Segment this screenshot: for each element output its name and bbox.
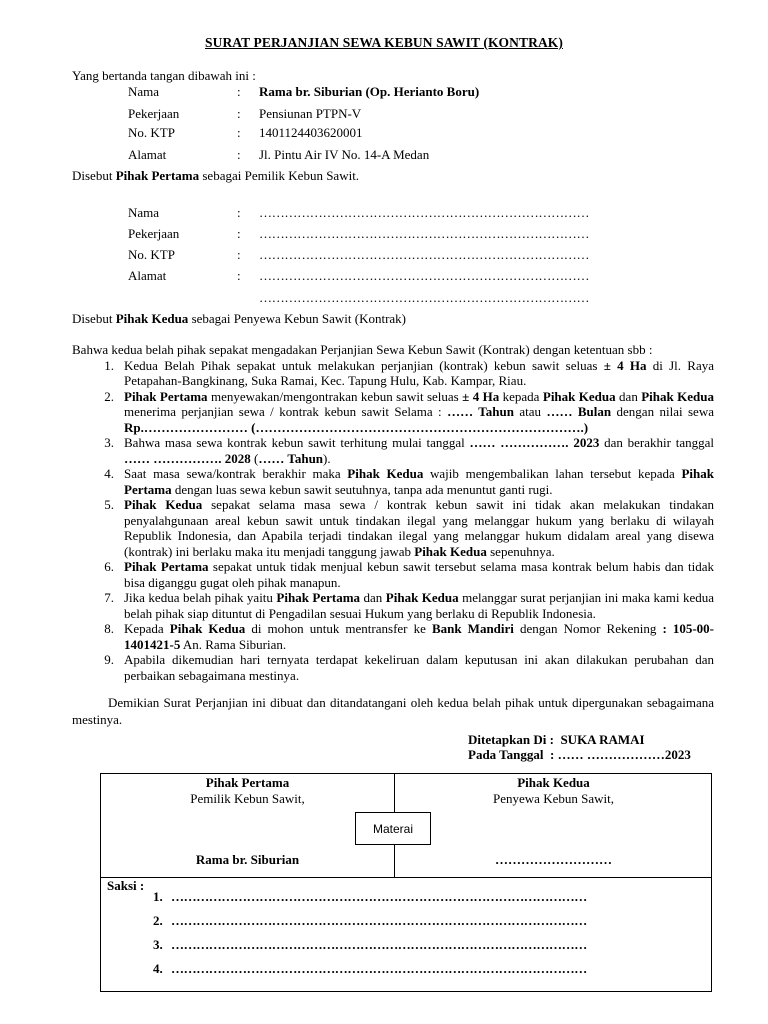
party2-ktp-label: No. KTP bbox=[128, 247, 175, 262]
witness-number: 2. bbox=[153, 913, 163, 928]
party1-address-value: Jl. Pintu Air IV No. 14-A Medan bbox=[259, 147, 430, 162]
party1-address-colon: : bbox=[237, 147, 241, 162]
date-label: Pada Tanggal bbox=[468, 747, 544, 762]
party2-address-label: Alamat bbox=[128, 268, 167, 283]
term-number: 5. bbox=[104, 497, 114, 512]
party2-description: Disebut Pihak Kedua sebagai Penyewa Kebun Sawit (Kontrak) bbox=[72, 311, 406, 326]
date-value: : …… ………………2023 bbox=[550, 747, 691, 762]
first-party-name: Rama br. Siburian bbox=[195, 852, 300, 867]
second-party-subtitle: Penyewa Kebun Sawit, bbox=[493, 791, 614, 806]
party1-name-value: Rama br. Siburian (Op. Herianto Boru) bbox=[259, 84, 480, 99]
term-text: Pihak Kedua sepakat selama masa sewa / kontrak kebun sawit ini tidak akan melakukan tindakan penyalahgunaan areal kebun sawit untuk tindakan ilegal yang melanggar hukum yang berlaku di wilayah Republik Indonesia, dan Apabila terjadi tindakan ilegal yang melanggar hukum didalam areal yang disewa (kontrak) ini berlaku maka itu menjadi tanggung jawab Pihak Kedua sepenuhnya. bbox=[124, 497, 714, 559]
party1-job-value: Pensiunan PTPN-V bbox=[259, 106, 362, 121]
witness-signature-line: ……………………………………………………………………………………… bbox=[171, 937, 587, 952]
party1-ktp-value: 1401124403620001 bbox=[259, 125, 363, 140]
witness-signature-line: ……………………………………………………………………………………… bbox=[171, 913, 587, 928]
date-row bbox=[468, 747, 691, 763]
first-party-subtitle: Pemilik Kebun Sawit, bbox=[190, 791, 305, 806]
term-item bbox=[72, 435, 714, 466]
party2-job-label: Pekerjaan bbox=[128, 226, 180, 241]
term-number: 1. bbox=[104, 357, 114, 373]
term-text: Pihak Pertama sepakat untuk tidak menjual kebun sawit tersebut selama masa kontrak belum habis dan tidak bisa diganggu gugat oleh pihak manapun. bbox=[124, 559, 714, 590]
term-text: Kedua Belah Pihak sepakat untuk melakukan perjanjian (kontrak) kebun sawit seluas ± 4 Ha di Jl. Raya Petapahan-Bangkinang, Suka Ramai, Kec. Tapung Hulu, Kab. Kampar, Riau. bbox=[124, 357, 714, 388]
witness-number: 4. bbox=[153, 961, 163, 976]
term-number: 4. bbox=[104, 466, 114, 481]
term-item bbox=[72, 559, 714, 590]
party2-name-label: Nama bbox=[128, 205, 160, 220]
term-number: 9. bbox=[104, 652, 114, 667]
party1-job-label: Pekerjaan bbox=[128, 106, 180, 121]
closing-paragraph: Demikian Surat Perjanjian ini dibuat dan ditandatangani oleh kedua belah pihak untuk dipergunakan sebagaimana mestinya. bbox=[72, 695, 714, 727]
intro-text: Yang bertanda tangan dibawah ini : bbox=[72, 68, 256, 83]
party1-ktp-colon: : bbox=[237, 125, 241, 140]
term-text: Pihak Pertama menyewakan/mengontrakan kebun sawit seluas ± 4 Ha kepada Pihak Kedua dan Pihak Kedua menerima perjanjian sewa / kontrak kebun sawit Selama : …… Tahun atau …… Bulan dengan nilai sewa Rp.…………………… (………………………………………………………………….) bbox=[124, 388, 714, 435]
term-item bbox=[72, 358, 714, 389]
party1-job-colon: : bbox=[237, 106, 241, 121]
party1-name-label: Nama bbox=[128, 84, 160, 99]
party2-name-colon: : bbox=[237, 205, 241, 220]
signature-row bbox=[101, 774, 711, 878]
term-text: Jika kedua belah pihak yaitu Pihak Pertama dan Pihak Kedua melanggar surat perjanjian ini maka kami kedua belah pihak siap dituntut di Pengadilan sesuai Hukum yang berlaku di Republik Indonesia. bbox=[124, 590, 714, 621]
document-title: SURAT PERJANJIAN SEWA KEBUN SAWIT (KONTRAK) bbox=[205, 35, 563, 50]
second-party-name-blank: ……………………… bbox=[495, 852, 612, 867]
term-text: Saat masa sewa/kontrak berakhir maka Pihak Kedua wajib mengembalikan lahan tersebut kepada Pihak Pertama dengan luas sewa kebun sawit seutuhnya, tanpa ada menuntut ganti rugi. bbox=[124, 466, 714, 497]
party2-name-blank: …………………………………………………………………… bbox=[259, 205, 590, 220]
party2-job-colon: : bbox=[237, 226, 241, 241]
terms-section bbox=[72, 342, 714, 683]
party2-address-blank-2: …………………………………………………………………… bbox=[259, 290, 590, 305]
party1-description: Disebut Pihak Pertama sebagai Pemilik Kebun Sawit. bbox=[72, 168, 360, 183]
party2-job-blank: …………………………………………………………………… bbox=[259, 226, 590, 241]
term-item bbox=[72, 497, 714, 559]
term-text: Kepada Pihak Kedua di mohon untuk mentransfer ke Bank Mandiri dengan Nomor Rekening : 105-00-1401421-5 An. Rama Siburian. bbox=[124, 621, 715, 652]
witness-label: Saksi : bbox=[107, 878, 145, 893]
signature-table bbox=[100, 773, 712, 992]
witness-signature-line: ……………………………………………………………………………………… bbox=[171, 961, 587, 976]
term-item bbox=[72, 652, 714, 683]
term-item bbox=[72, 466, 714, 497]
party1-address-label: Alamat bbox=[128, 147, 167, 162]
second-party-title: Pihak Kedua bbox=[517, 775, 590, 790]
party1-ktp-label: No. KTP bbox=[128, 125, 175, 140]
witness-number: 3. bbox=[153, 937, 163, 952]
party1-name-colon: : bbox=[237, 84, 241, 99]
place-value: SUKA RAMAI bbox=[560, 732, 645, 747]
party2-address-colon: : bbox=[237, 268, 241, 283]
term-number: 7. bbox=[104, 590, 114, 605]
term-item bbox=[72, 590, 714, 621]
term-number: 3. bbox=[104, 435, 114, 450]
party2-ktp-blank: …………………………………………………………………… bbox=[259, 247, 590, 262]
term-text: Apabila dikemudian hari ternyata terdapat kekeliruan dalam keputusan ini akan dilakukan perubahan dan perbaikan sebagaimana mestinya. bbox=[124, 652, 714, 683]
party2-ktp-colon: : bbox=[237, 247, 241, 262]
witness-number: 1. bbox=[153, 889, 163, 904]
witness-signature-line: ……………………………………………………………………………………… bbox=[171, 889, 587, 904]
term-item bbox=[72, 621, 714, 652]
term-number: 2. bbox=[104, 388, 114, 404]
term-item bbox=[72, 389, 714, 436]
materai-stamp-box: Materai bbox=[355, 812, 431, 845]
term-text: Bahwa masa sewa kontrak kebun sawit terhitung mulai tanggal …… ……………. 2023 dan berakhir tanggal …… ……………. 2028 (…… Tahun). bbox=[124, 435, 715, 466]
party2-address-blank: …………………………………………………………………… bbox=[259, 268, 590, 283]
term-number: 8. bbox=[104, 621, 114, 636]
first-party-title: Pihak Pertama bbox=[205, 775, 290, 790]
place-label: Ditetapkan Di : bbox=[468, 732, 554, 747]
terms-list bbox=[72, 358, 714, 684]
term-number: 6. bbox=[104, 559, 114, 574]
terms-intro: Bahwa kedua belah pihak sepakat mengadakan Perjanjian Sewa Kebun Sawit (Kontrak) dengan ketentuan sbb : bbox=[72, 342, 653, 357]
place-row bbox=[468, 732, 645, 748]
